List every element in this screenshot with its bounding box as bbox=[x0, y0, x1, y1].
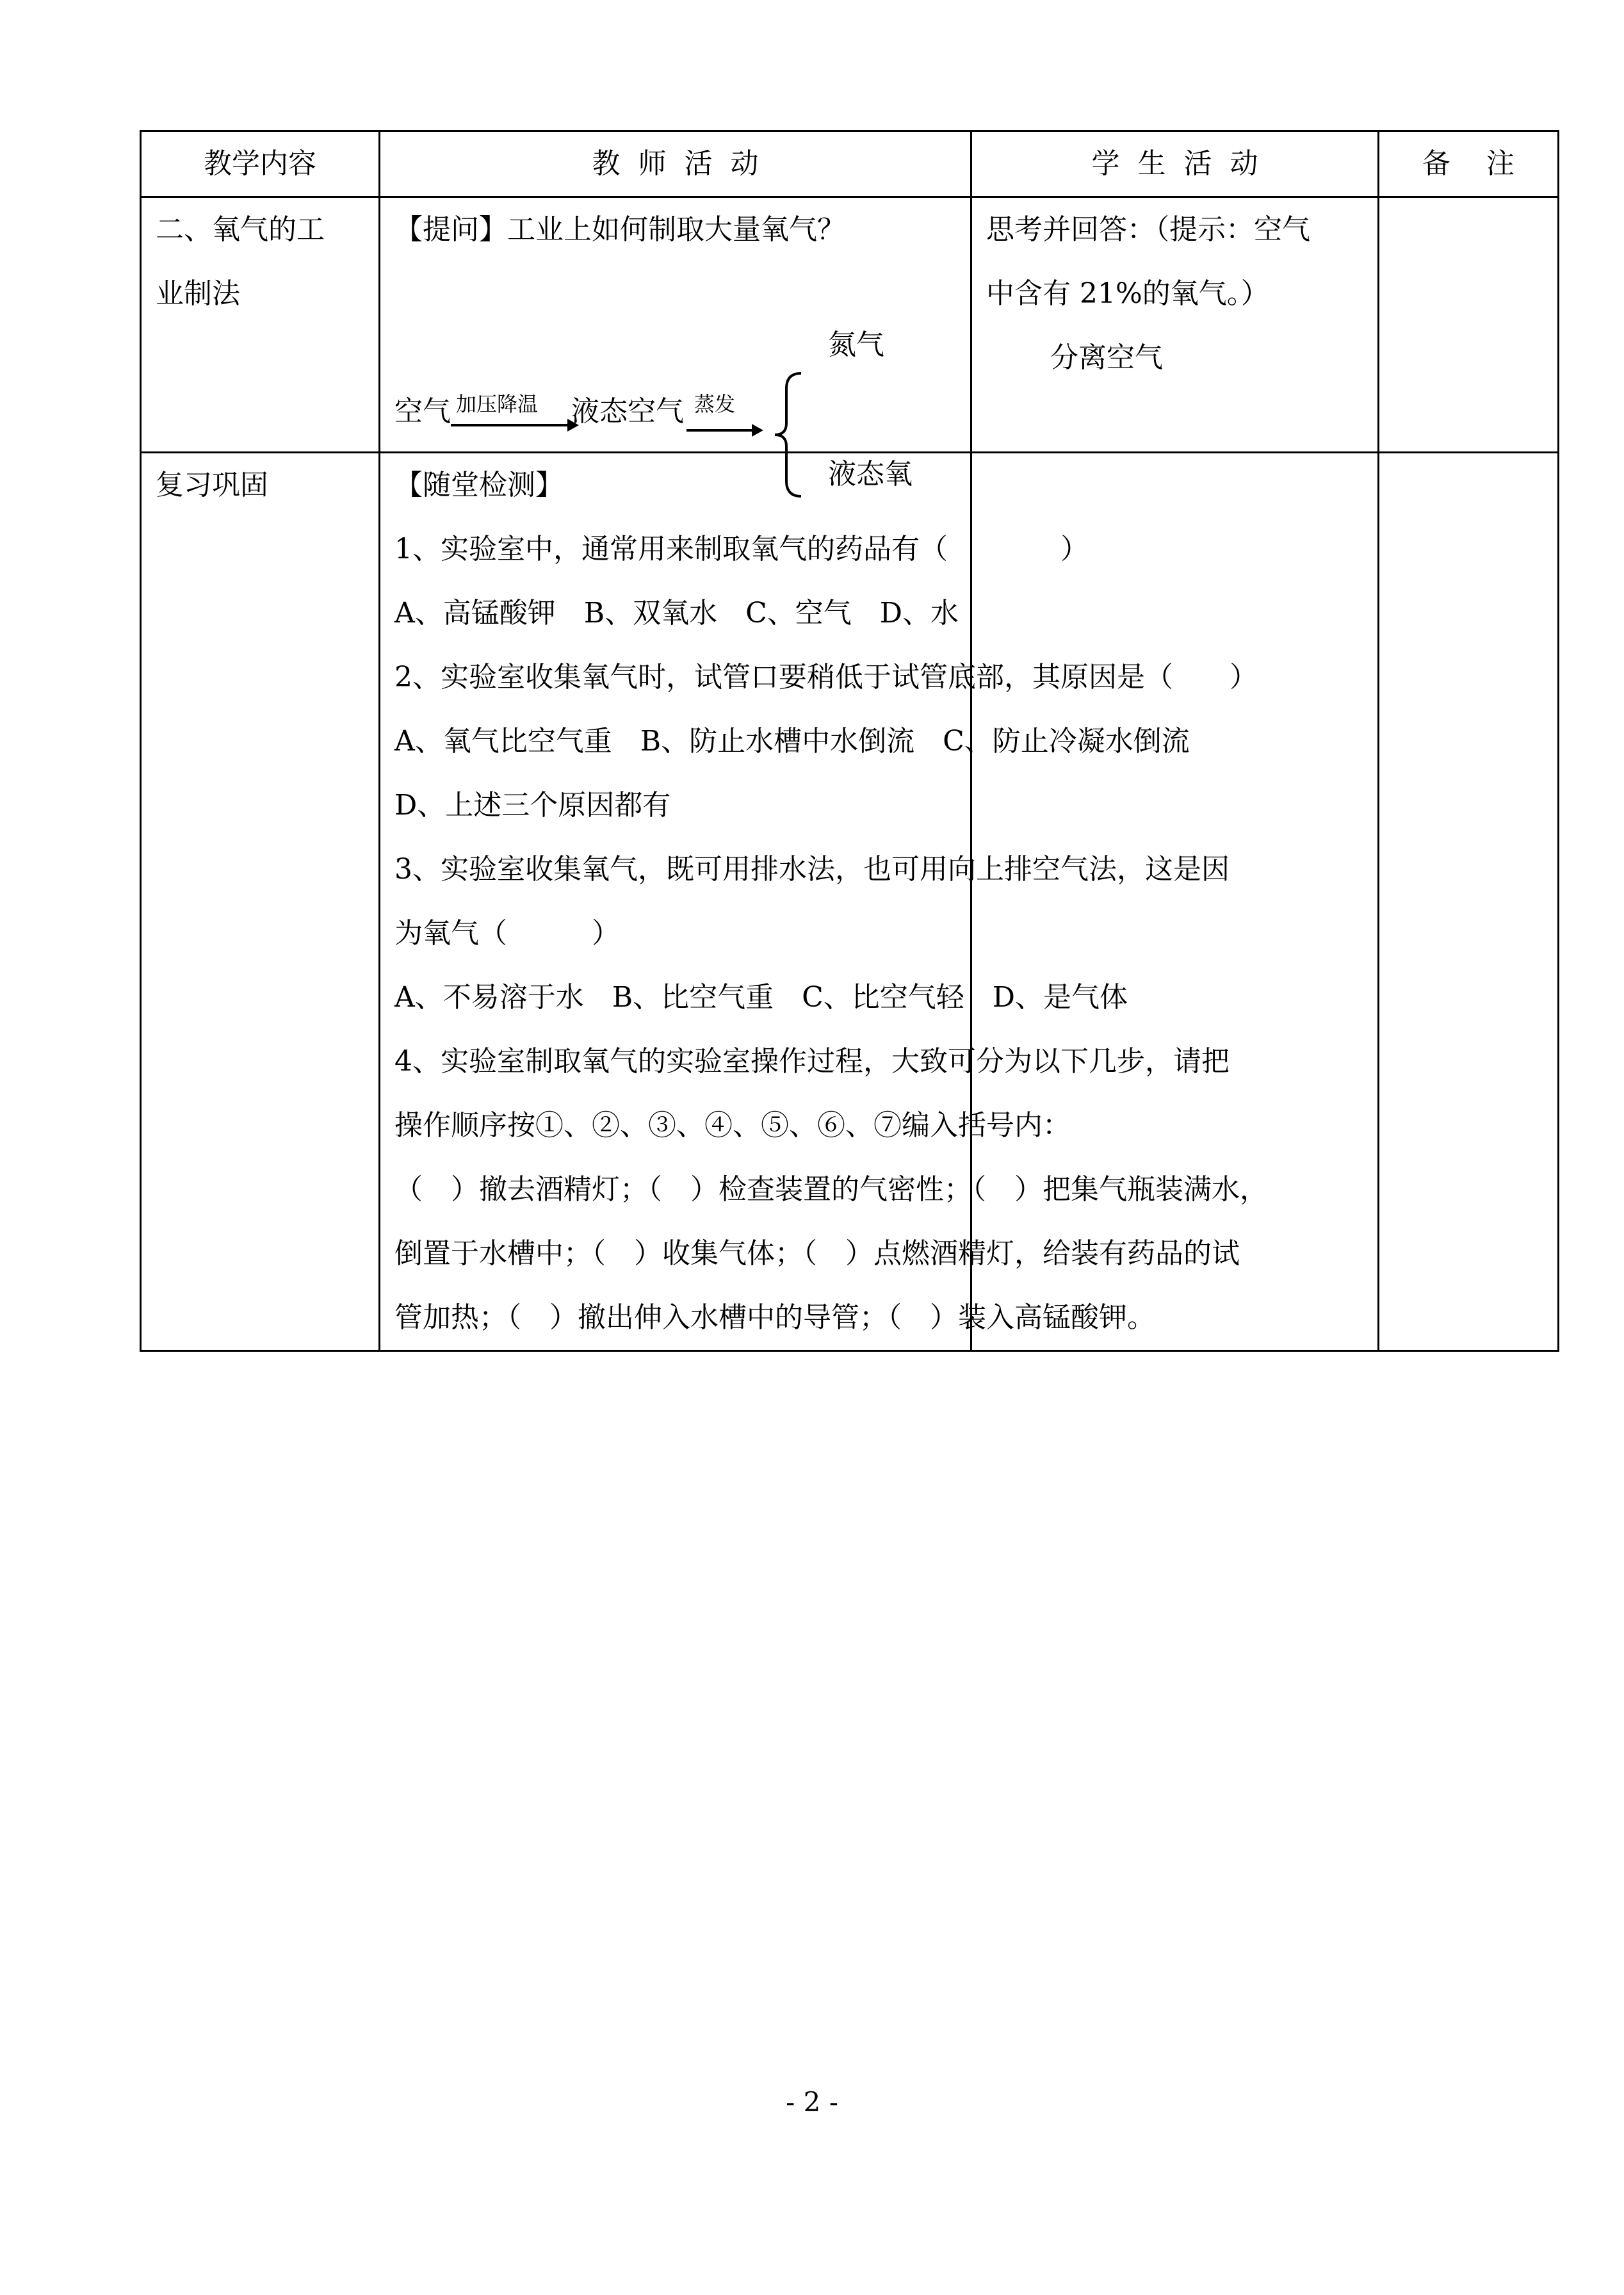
cell-student-empty bbox=[971, 453, 1379, 1351]
lesson-plan-table bbox=[140, 130, 1559, 1352]
cell-notes-review bbox=[1379, 453, 1559, 1351]
student-line: 思考并回答：（提示：空气 bbox=[986, 213, 1310, 246]
quiz-line: 3、实验室收集氧气，既可用排水法，也可用向上排空气法，这是因 bbox=[394, 853, 1230, 886]
header-content: 教学内容 bbox=[141, 131, 380, 197]
quiz-line: 倒置于水槽中；（ ）收集气体；（ ）点燃酒精灯，给装有药品的试 bbox=[394, 1237, 1240, 1270]
quiz-line: A、氧气比空气重 B、防止水槽中水倒流 C、防止冷凝水倒流 bbox=[394, 725, 1190, 758]
branch-top-label: 氮气 bbox=[828, 328, 884, 361]
branch-brace bbox=[772, 371, 811, 499]
branch-bottom-label: 液态氧 bbox=[828, 458, 913, 491]
quiz-line: 2、实验室收集氧气时，试管口要稍低于试管底部，其原因是（ ） bbox=[394, 661, 1258, 693]
table-header-row bbox=[141, 131, 1559, 197]
process-arrow-1 bbox=[451, 416, 579, 435]
quiz-line: D、上述三个原因都有 bbox=[394, 789, 671, 822]
quiz-line: A、高锰酸钾 B、双氧水 C、空气 D、水 bbox=[394, 597, 959, 629]
quiz-line: 【随堂检测】 bbox=[394, 469, 564, 501]
quiz-line: 1、实验室中，通常用来制取氧气的药品有（ ） bbox=[394, 533, 1089, 565]
header-notes: 备 注 bbox=[1379, 131, 1559, 197]
diagram-middle-label: 液态空气 bbox=[571, 395, 684, 428]
quiz-line: 操作顺序按①、②、③、④、⑤、⑥、⑦编入括号内： bbox=[394, 1109, 1071, 1142]
arrow2-label: 蒸发 bbox=[694, 392, 736, 416]
table-row-industrial-oxygen bbox=[141, 197, 1559, 453]
cell-teacher-quiz bbox=[380, 453, 1268, 1351]
quiz-line: 为氧气（ ） bbox=[394, 917, 620, 950]
quiz-line: 4、实验室制取氧气的实验室操作过程，大致可分为以下几步，请把 bbox=[394, 1045, 1230, 1078]
table-row-review bbox=[141, 453, 1559, 1351]
header-teacher-activity: 教 师 活 动 bbox=[380, 131, 971, 197]
question-text: 【提问】工业上如何制取大量氧气？ bbox=[394, 213, 845, 246]
cell-content-review: 复习巩固 bbox=[141, 453, 380, 1351]
page-number: - 2 - bbox=[786, 2086, 838, 2118]
cell-notes bbox=[1379, 197, 1559, 453]
header-student-activity: 学 生 活 动 bbox=[971, 131, 1379, 197]
cell-content-topic bbox=[141, 197, 380, 453]
cell-student-activity bbox=[971, 197, 1379, 453]
quiz-line: （ ）撤去酒精灯；（ ）检查装置的气密性；（ ）把集气瓶装满水， bbox=[394, 1173, 1268, 1206]
content-line: 业制法 bbox=[156, 277, 240, 310]
arrow1-label: 加压降温 bbox=[456, 392, 539, 416]
diagram-start-label: 空气 bbox=[394, 395, 451, 428]
content-line: 二、氧气的工 bbox=[156, 213, 325, 246]
student-line: 中含有 21%的氧气。） bbox=[986, 277, 1269, 310]
quiz-line: 管加热；（ ）撤出伸入水槽中的导管；（ ）装入高锰酸钾。 bbox=[394, 1301, 1155, 1334]
process-arrow-2 bbox=[686, 421, 763, 440]
student-line: 分离空气 bbox=[1050, 341, 1163, 374]
quiz-line: A、不易溶于水 B、比空气重 C、比空气轻 D、是气体 bbox=[394, 981, 1128, 1014]
